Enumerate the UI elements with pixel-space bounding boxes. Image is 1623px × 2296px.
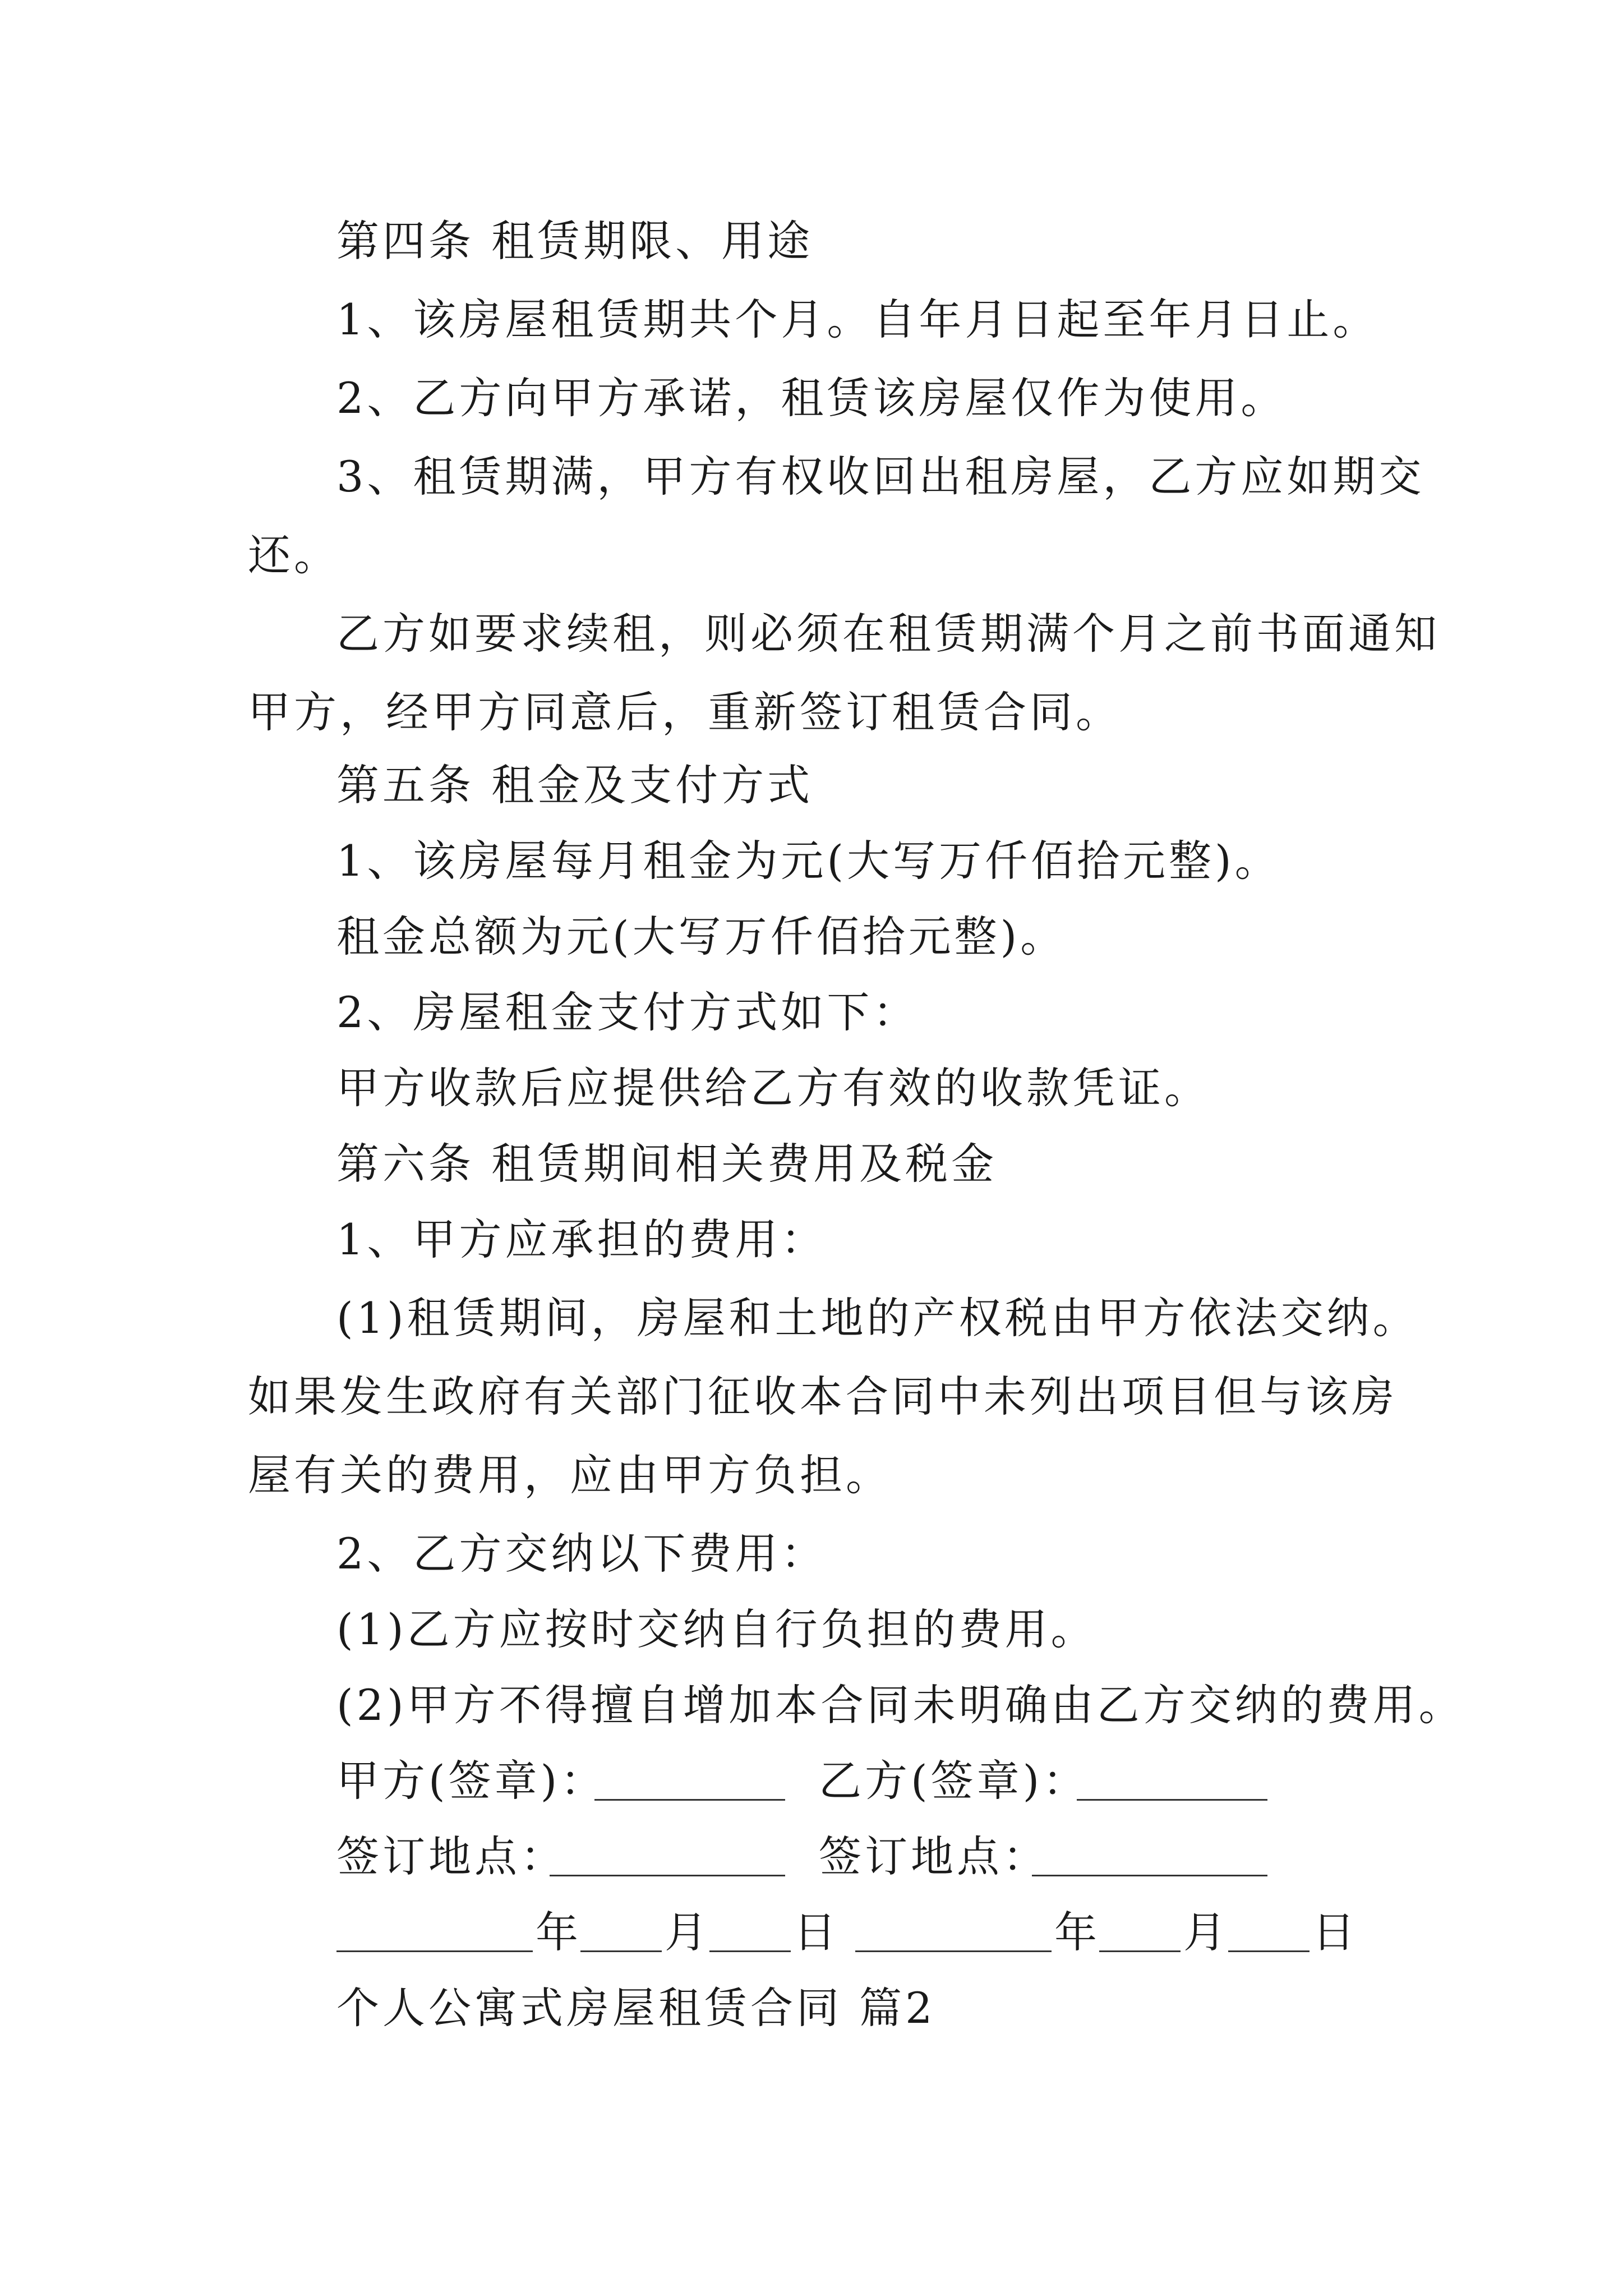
article6-heading: 第六条 租赁期间相关费用及税金 (336, 1139, 998, 1189)
place-a-field[interactable] (550, 1835, 785, 1876)
article5-heading: 第五条 租金及支付方式 (336, 760, 814, 810)
date-a-year-label: 年 (536, 1907, 582, 1957)
next-section-title: 个人公寓式房屋租赁合同 篇2 (336, 1983, 936, 2033)
party-a-signature-label: 甲方(签章)： (336, 1756, 607, 1806)
date-b-month-label: 月 (1183, 1907, 1229, 1957)
article6-item1: 1、甲方应承担的费用： (336, 1214, 827, 1264)
article6-sub2-1: (1)乙方应按时交纳自行负担的费用。 (336, 1604, 1097, 1654)
place-b-label: 签订地点： (819, 1832, 1049, 1881)
article5-item2: 2、房屋租金支付方式如下： (336, 987, 919, 1037)
article6-sub2-2: (2)甲方不得擅自增加本合同未明确由乙方交纳的费用。 (336, 1680, 1465, 1730)
article6-sub1-line2: 如果发生政府有关部门征收本合同中未列出项目但与该房 (248, 1372, 1398, 1421)
place-a-label: 签订地点： (336, 1832, 566, 1881)
place-b-field[interactable] (1032, 1835, 1267, 1876)
date-a-month-field[interactable] (580, 1911, 662, 1952)
article4-item3-line1: 3、租赁期满，甲方有权收回出租房屋，乙方应如期交 (336, 452, 1425, 501)
party-b-signature-field[interactable] (1077, 1760, 1267, 1801)
article4-item3-line2: 还。 (248, 530, 340, 580)
date-a-day-field[interactable] (709, 1911, 791, 1952)
date-a-month-label: 月 (665, 1907, 711, 1957)
article4-renew-line1: 乙方如要求续租，则必须在租赁期满个月之前书面通知 (336, 609, 1440, 659)
date-a-day-label: 日 (794, 1907, 840, 1957)
article6-sub1-line1: (1)租赁期间，房屋和土地的产权税由甲方依法交纳。 (336, 1293, 1419, 1343)
article4-heading: 第四条 租赁期限、用途 (336, 216, 814, 266)
party-b-signature-label: 乙方(签章)： (819, 1756, 1089, 1806)
date-a-year-field[interactable] (336, 1911, 533, 1952)
article4-item1: 1、该房屋租赁期共个月。自年月日起至年月日止。 (336, 295, 1379, 344)
party-a-signature-field[interactable] (594, 1760, 785, 1801)
article5-total: 租金总额为元(大写万仟佰拾元整)。 (336, 912, 1067, 961)
date-b-month-field[interactable] (1099, 1911, 1181, 1952)
date-b-day-field[interactable] (1228, 1911, 1310, 1952)
date-b-year-field[interactable] (855, 1911, 1052, 1952)
article6-sub1-line3: 屋有关的费用，应由甲方负担。 (248, 1450, 892, 1500)
article5-receipt: 甲方收款后应提供给乙方有效的收款凭证。 (336, 1063, 1210, 1113)
article4-item2: 2、乙方向甲方承诺，租赁该房屋仅作为使用。 (336, 373, 1287, 423)
article5-item1: 1、该房屋每月租金为元(大写万仟佰拾元整)。 (336, 836, 1281, 886)
date-b-day-label: 日 (1312, 1907, 1358, 1957)
article6-item2: 2、乙方交纳以下费用： (336, 1529, 827, 1579)
date-b-year-label: 年 (1054, 1907, 1100, 1957)
article4-renew-line2: 甲方，经甲方同意后，重新签订租赁合同。 (248, 687, 1122, 737)
